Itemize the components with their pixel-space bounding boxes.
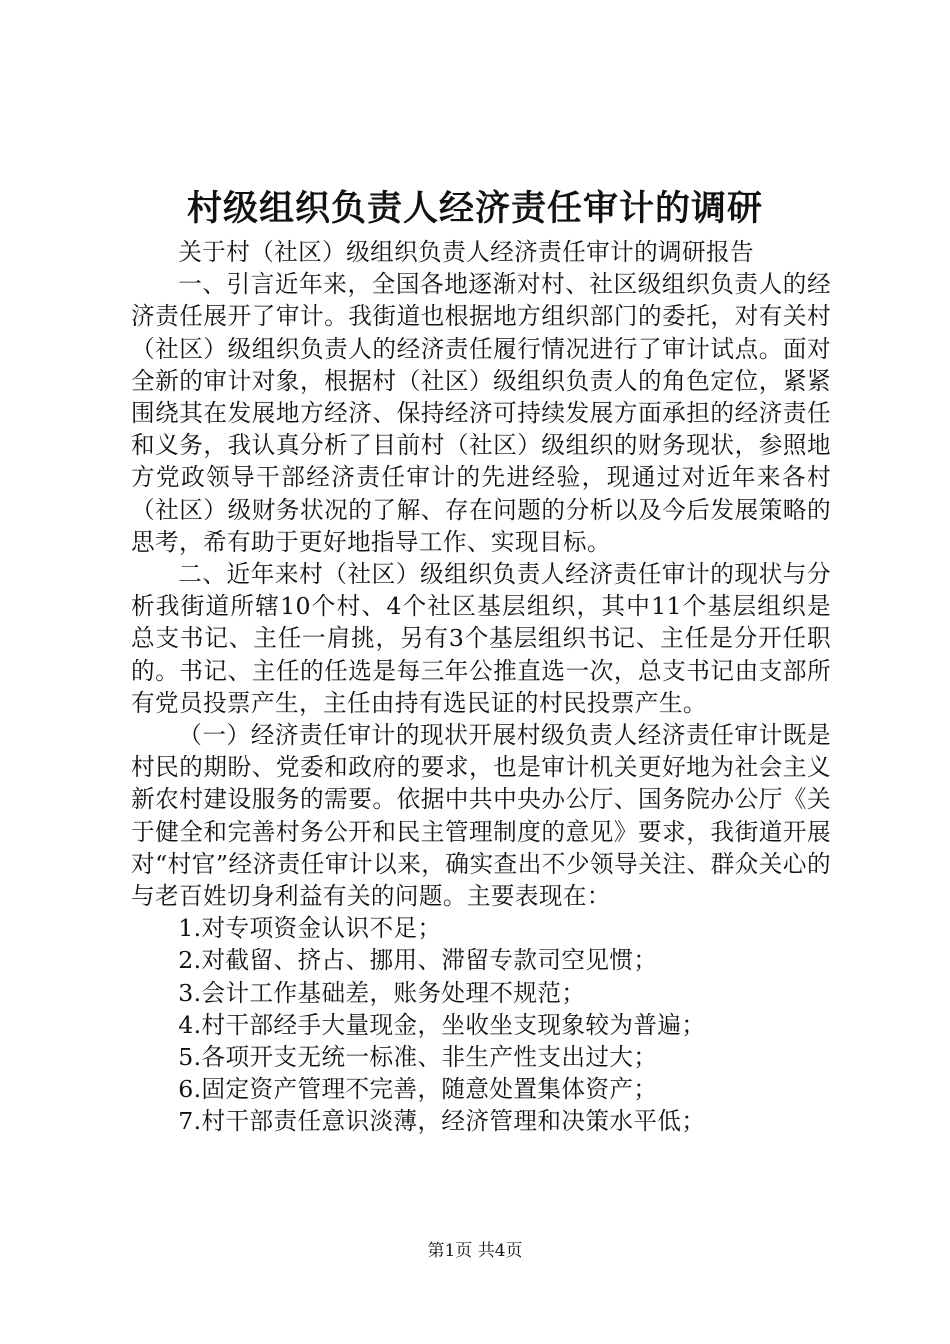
list-item: 5.各项开支无统一标准、非生产性支出过大； [178,1043,658,1072]
list-item: 2.对截留、挤占、挪用、滞留专款司空见惯； [178,946,658,975]
audit-status-paragraph: （一）经济责任审计的现状开展村级负责人经济责任审计既是村民的期盼、党委和政府的要求，也是审计机关更好地为社会主义新农村建设服务的需要。依据中共中央办公厅、国务院办公厅《关于健全和完善村务公开和民主管理制度的意见》要求，我街道开展对“村官”经济责任审计以来，确实查出不少领导关注、群众关心的与老百姓切身利益有关的问题。主要表现在： [131,721,831,911]
list-item: 6.固定资产管理不完善，随意处置集体资产； [178,1075,658,1104]
document-body [131,236,831,1138]
introduction-paragraph: 一、引言近年来，全国各地逐渐对村、社区级组织负责人的经济责任展开了审计。我街道也根据地方组织部门的委托，对有关村（社区）级组织负责人的经济责任履行情况进行了审计试点。面对全新的审计对象，根据村（社区）级组织负责人的角色定位，紧紧围绕其在发展地方经济、保持经济可持续发展方面承担的经济责任和义务，我认真分析了目前村（社区）级组织的财务现状，参照地方党政领导干部经济责任审计的先进经验，现通过对近年来各村（社区）级财务状况的了解、存在问题的分析以及今后发展策略的思考，希有助于更好地指导工作、实现目标。 [131,270,831,556]
page-footer: 第1页 共4页 [427,1241,523,1261]
document-title: 村级组织负责人经济责任审计的调研 [186,188,763,229]
list-item: 7.村干部责任意识淡薄，经济管理和决策水平低； [178,1107,706,1136]
report-subtitle-paragraph: 关于村（社区）级组织负责人经济责任审计的调研报告 [178,238,755,266]
list-item: 3.会计工作基础差，账务处理不规范； [178,978,586,1007]
status-analysis-paragraph: 二、近年来村（社区）级组织负责人经济责任审计的现状与分析我街道所辖10个村、4个社区基层组织，其中11个基层组织是总支书记、主任一肩挑，另有3个基层组织书记、主任是分开任职的。书记、主任的任选是每三年公推直选一次，总支书记由支部所有党员投票产生，主任由持有选民证的村民投票产生。 [131,560,831,717]
list-item: 4.村干部经手大量现金，坐收坐支现象较为普遍； [178,1010,706,1039]
list-item: 1.对专项资金认识不足； [178,914,442,943]
